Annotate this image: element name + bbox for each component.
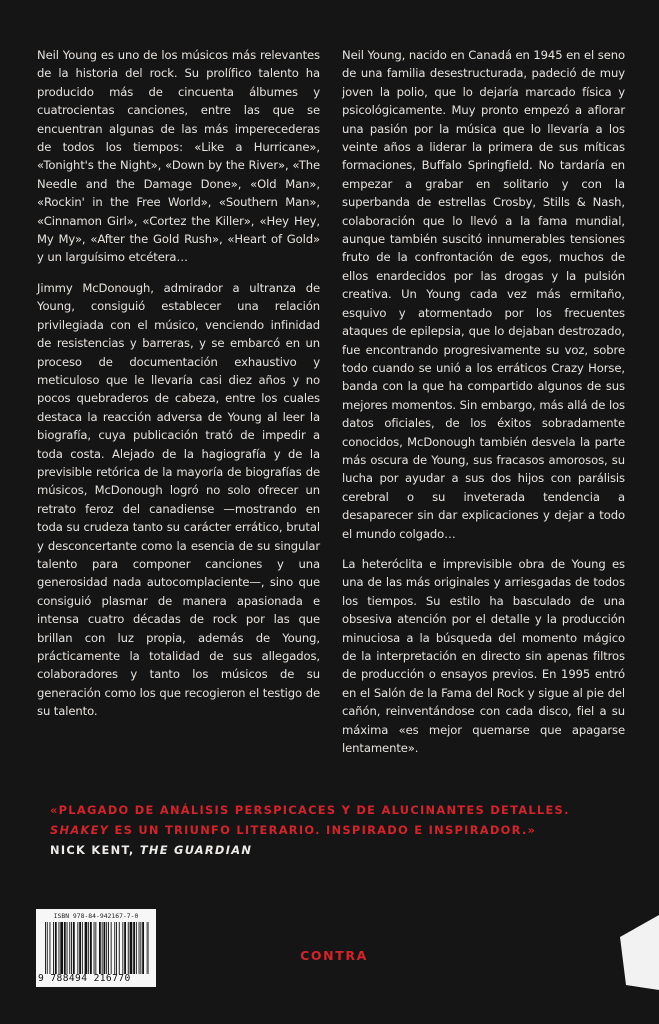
barcode-bar [142,922,144,974]
barcode-bar [69,922,70,974]
barcode-bar [111,922,112,974]
barcode-bar [67,922,68,974]
barcode-bar [77,922,78,974]
barcode-bar [102,922,103,974]
barcode-bar [114,922,115,974]
isbn-number: 9 788494 216770 [38,973,131,984]
quote-source: THE GUARDIAN [139,843,253,857]
barcode-bars [45,922,149,974]
barcode-bar [59,922,60,974]
barcode-bar [149,922,150,974]
barcode-bar [73,922,75,974]
barcode-bar [119,922,120,974]
barcode-bar [147,922,148,974]
barcode-bar [106,922,107,974]
quote-line-1: «PLAGADO DE ANÁLISIS PERSPICACES Y DE ALUCINANTES DETALLES. [50,803,570,817]
barcode-bar [90,922,92,974]
paragraph: La heteróclita e imprevisible obra de Young es una de las más originales y arriesgadas de todos los tiempos. Su estilo ha basculado de una obsesiva atención por el detalle y la producción minuciosa a la búsqueda del momento mágico de la interpretación en directo sin apenas filtros de producción o ensayos previos. En 1995 entró en el Salón de la Fama del Rock y sigue al pie del cañón, reinventándose con cada disco, fiel a su máxima «es mejor quemarse que apagarse lentamente». [342,556,625,756]
barcode-bar [140,922,141,974]
barcode-bar [45,922,46,974]
barcode-bar [55,922,57,974]
barcode-bar [108,922,109,974]
barcode-bar [95,922,96,974]
barcode-bar [71,922,72,974]
barcode-bar [53,922,54,974]
publisher-logo: CONTRA [300,948,368,963]
page-corner-shape [620,915,659,990]
barcode [36,909,156,987]
barcode-bar [82,922,83,974]
paragraph: Jimmy McDonough, admirador a ultranza de Young, consiguió establecer una relación privilegiada con el músico, venciendo infinidad de resistencias y barreras, y se embarcó en un proceso de documentación exhaustivo y meticuloso que le llevaría casi diez años y no pocos quebraderos de cabeza, entre los cuales destaca la reacción adversa de Young al leer la biografía, cuya publicación trató de impedir a toda costa. Alejado de la hagiografía y de la previsible retórica de la mayoría de biografías de músicos, McDonough logró no solo ofrecer un retrato feroz del canadiense —mostrando en toda su crudeza tanto su carácter errático, brutal y desconcertante como la esencia de su singular talento para componer canciones y una generosidad nada autocomplaciente—, sino que consiguió plasmar de manera apasionada e intensa cuatro décadas de rock por las que brillan con luz propia, además de Young, prácticamente la totalidad de sus allegados, colaboradores y tanto los músicos de su generación como los que recogieron el testigo de su talento. [37,280,320,719]
left-text-column [37,46,320,733]
barcode-bar [136,922,137,974]
barcode-bar [64,922,66,974]
barcode-bar [85,922,88,974]
barcode-bar [47,922,48,974]
barcode-bar [79,922,81,974]
quote-attribution [50,840,610,860]
quote-author: NICK KENT, [50,843,140,857]
isbn-label: ISBN 978-84-942167-7-0 [53,912,139,920]
quote-line-2 [50,820,610,840]
barcode-bar [139,922,140,974]
barcode-bar [122,922,123,974]
press-quote [50,800,610,860]
right-text-column [342,46,625,769]
barcode-bar [88,922,89,974]
book-title: SHAKEY [50,823,110,837]
paragraph: Neil Young, nacido en Canadá en 1945 en el seno de una familia desestructurada, padeció de muy joven la polio, que lo dejaría marcado física y psicológicamente. Muy pronto empezó a aflorar una pasión por la música que lo llevaría a los veinte años a liderar la primera de sus míticas formaciones, Buffalo Springfield. No tardaría en empezar a grabar en solitario y con la superbanda de estrellas Crosby, Stills & Nash, colaboración que lo llevó a la fama mundial, aunque también suscitó innumerables tensiones fruto de la confrontación de egos, muchos de ellos enardecidos por las drogas y la pulsión creativa. Un Young cada vez más ermitaño, esquivo y atormentado por los frecuentes ataques de epilepsia, que lo dejaban destrozado, fue encontrando progresivamente su voz, sobre todo cuando se unió a los erráticos Crazy Horse, banda con la que ha compartido algunos de sus mejores momentos. Sin embargo, más allá de los datos oficiales, de los éxitos sobradamente conocidos, McDonough también desvela la parte más oscura de Young, sus fracasos amorosos, su lucha por ayudar a sus dos hijos con parálisis cerebral o su inveterada tendencia a desaparecer sin dar explicaciones y dejar a todo el mundo colgado… [342,48,625,541]
barcode-bar [99,922,101,974]
barcode-bar [133,922,135,974]
barcode-bar [60,922,63,974]
barcode-bar [104,922,106,974]
barcode-bar [124,922,126,974]
paragraph: Neil Young es uno de los músicos más relevantes de la historia del rock. Su prolífico talento ha producido más de cincuenta álbumes y cuatrocientas canciones, entre las que se encuentran algunas de las más imperecederas de todos los tiempos: «Like a Hurricane», «Tonight's the Night», «Down by the River», «The Needle and the Damage Done», «Old Man», «Rockin' in the Free World», «Southern Man», «Cinnamon Girl», «Cortez the Killer», «Hey Hey, My My», «After the Gold Rush», «Heart of Gold» y un larguísimo etcétera… [37,48,320,265]
barcode-bar [130,922,133,974]
barcode-bar [50,922,51,974]
barcode-bar [116,922,117,974]
quote-line-2-rest: ES UN TRIUNFO LITERARIO. INSPIRADO E INSPIRADOR.» [109,823,537,837]
barcode-bar [94,922,95,974]
barcode-bar [128,922,129,974]
